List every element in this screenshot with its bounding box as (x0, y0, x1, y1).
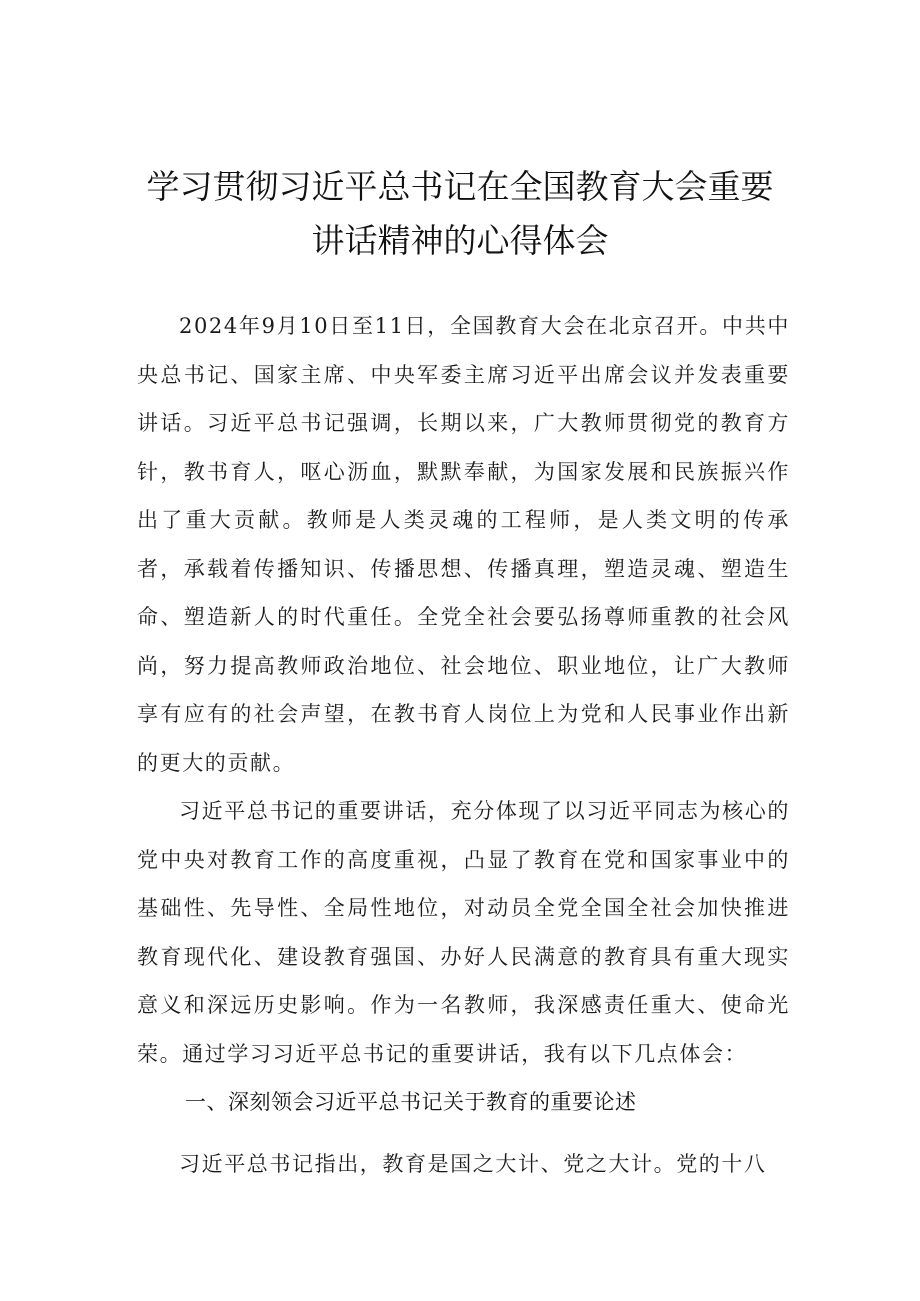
document-body (137, 302, 790, 1189)
section-heading-1: 一、深刻领会习近平总书记关于教育的重要论述 (185, 1090, 637, 1114)
paragraph-1: 2024年9月10日至11日，全国教育大会在北京召开。中共中央总书记、国家主席、中央军委主席习近平出席会议并发表重要讲话。习近平总书记强调，长期以来，广大教师贯彻党的教育方针，教书育人，呕心沥血，默默奉献，为国家发展和民族振兴作出了重大贡献。教师是人类灵魂的工程师，是人类文明的传承者，承载着传播知识、传播思想、传播真理，塑造灵魂、塑造生命、塑造新人的时代重任。全党全社会要弘扬尊师重教的社会风尚，努力提高教师政治地位、社会地位、职业地位，让广大教师享有应有的社会声望，在教书育人岗位上为党和人民事业作出新的更大的贡献。 (137, 314, 790, 775)
paragraph-2: 习近平总书记的重要讲话，充分体现了以习近平同志为核心的党中央对教育工作的高度重视，凸显了教育在党和国家事业中的基础性、先导性、全局性地位，对动员全党全国全社会加快推进教育现代化、建设教育强国、办好人民满意的教育具有重大现实意义和深远历史影响。作为一名教师，我深感责任重大、使命光荣。通过学习习近平总书记的重要讲话，我有以下几点体会： (137, 799, 790, 1066)
paragraph-3: 习近平总书记指出，教育是国之大计、党之大计。党的十八 (179, 1152, 767, 1176)
document-title: 学习贯彻习近平总书记在全国教育大会重要讲话精神的心得体会 (146, 167, 774, 260)
